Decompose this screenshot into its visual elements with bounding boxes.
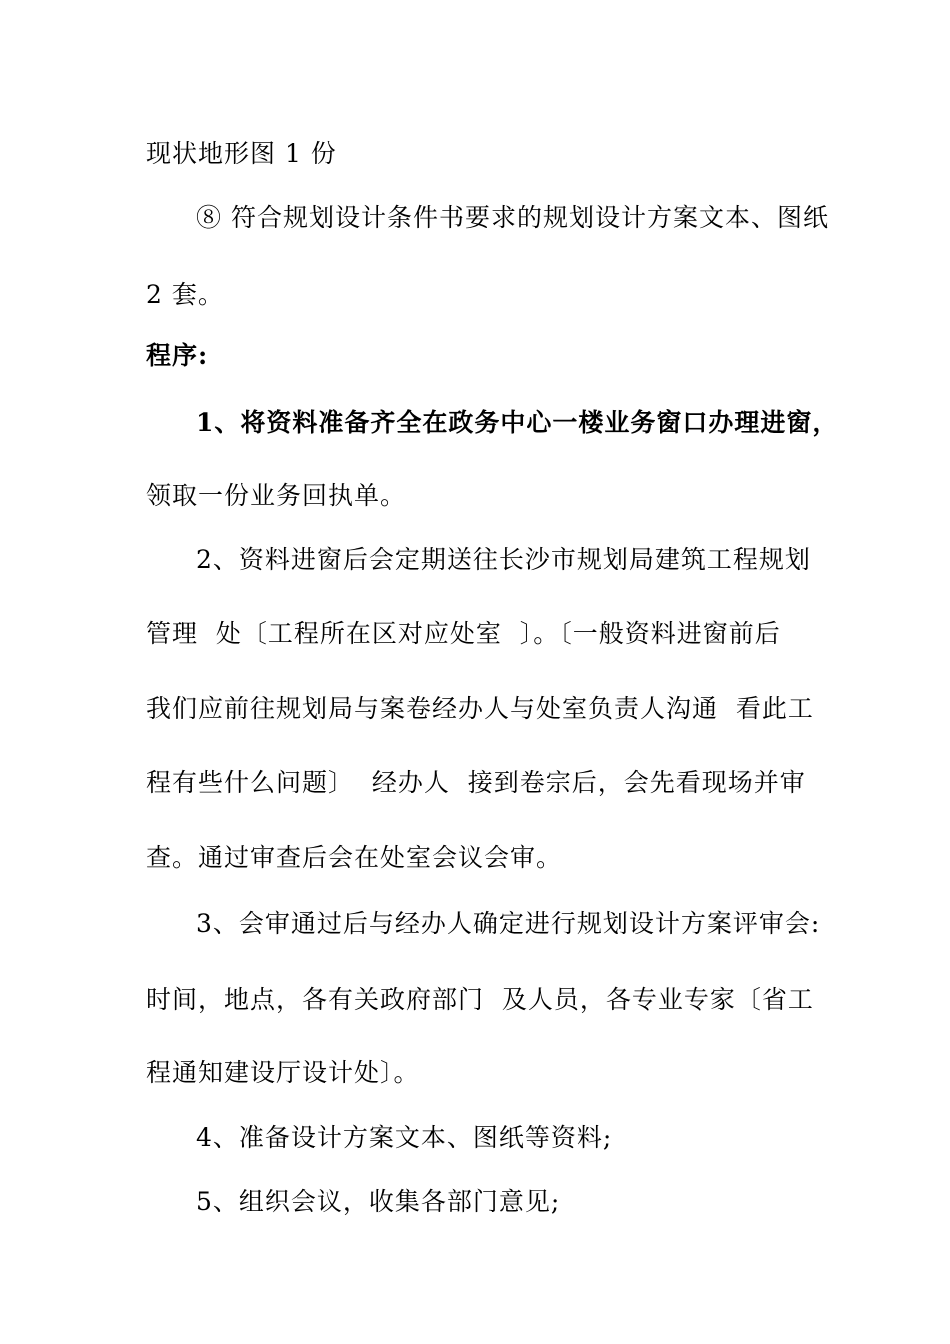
text-line-step-2-cont-3: 程有些什么问题〕 经办人 接到卷宗后，会先看现场并审 <box>146 768 806 797</box>
text-line-step-1: 1、将资料准备齐全在政务中心一楼业务窗口办理进窗， <box>196 408 839 437</box>
text-line-step-2: 2、资料进窗后会定期送往长沙市规划局建筑工程规划 <box>196 545 811 574</box>
text-line-step-2-cont-1: 管理 处〔工程所在区对应处室 〕。〔一般资料进窗前后 <box>146 619 781 648</box>
text-line-step-3-cont-1: 时间，地点，各有关政府部门 及人员，各专业专家〔省工 <box>146 985 814 1014</box>
text-line-step-3-cont-2: 程通知建设厅设计处〕。 <box>146 1058 420 1087</box>
text-line-item-8: ⑧ 符合规划设计条件书要求的规划设计方案文本、图纸 <box>196 203 829 232</box>
text-line-map-copy: 现状地形图 1 份 <box>146 139 337 168</box>
text-line-step-3: 3、会审通过后与经办人确定进行规划设计方案评审会: <box>196 909 821 938</box>
text-line-step-4: 4、准备设计方案文本、图纸等资料; <box>196 1123 613 1152</box>
text-line-item-8-cont: 2 套。 <box>146 280 224 309</box>
section-heading-procedure: 程序: <box>146 341 209 370</box>
text-line-step-5: 5、组织会议，收集各部门意见; <box>196 1187 561 1216</box>
text-line-step-2-cont-2: 我们应前往规划局与案卷经办人与处室负责人沟通 看此工 <box>146 694 814 723</box>
text-line-step-1-cont: 领取一份业务回执单。 <box>146 481 407 510</box>
text-line-step-2-cont-4: 查。通过审查后会在处室会议会审。 <box>146 843 563 872</box>
